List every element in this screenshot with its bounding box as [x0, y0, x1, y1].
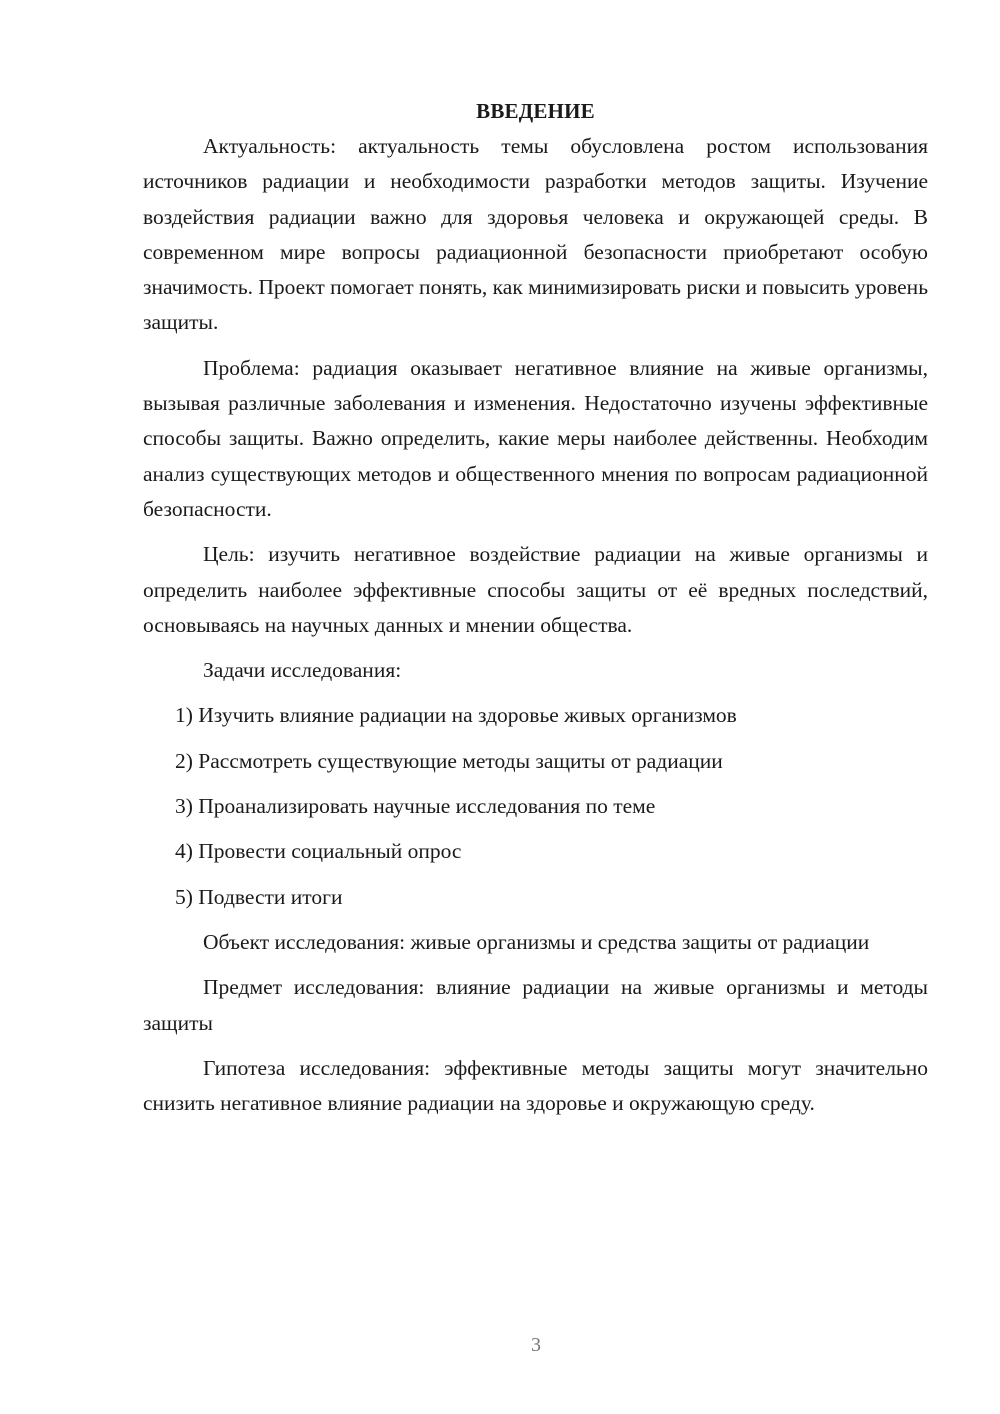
- list-item: 4) Провести социальный опрос: [175, 839, 462, 864]
- list-item: 2) Рассмотреть существующие методы защиты от радиации: [175, 748, 723, 773]
- hypothesis-paragraph: Гипотеза исследования: эффективные методы защиты могут значительно снизить негативное влияние радиации на здоровье и окружающую среду.: [143, 1055, 928, 1116]
- page-content: [143, 94, 928, 1131]
- object-paragraph: Объект исследования: живые организмы и средства защиты от радиации: [203, 929, 870, 954]
- tasks-heading: Задачи исследования:: [203, 658, 402, 683]
- tasks-list: [143, 698, 928, 914]
- subject-paragraph: Предмет исследования: влияние радиации на живые организмы и методы защиты: [143, 975, 928, 1035]
- list-item: 5) Подвести итоги: [175, 884, 343, 909]
- goal-paragraph: Цель: изучить негативное воздействие радиации на живые организмы и определить наиболее эффективные способы защиты от её вредных последствий, основываясь на научных данных и мнении общества.: [143, 542, 928, 637]
- page-title: ВВЕДЕНИЕ: [476, 99, 595, 123]
- problem-paragraph: Проблема: радиация оказывает негативное влияние на живые организмы, вызывая различные заболевания и изменения. Недостаточно изучены эффективные способы защиты. Важно определить, какие меры наиболее действенны. Необходим анализ существующих методов и общественного мнения по вопросам радиационной безопасности.: [143, 355, 928, 521]
- relevance-paragraph: Актуальность: актуальность темы обусловлена ростом использования источников радиации и необходимости разработки методов защиты. Изучение воздействия радиации важно для здоровья человека и окружающей среды. В современном мире вопросы радиационной безопасности приобретают особую значимость. Проект помогает понять, как минимизировать риски и повысить уровень защиты.: [143, 134, 928, 335]
- page-number: 3: [531, 1334, 541, 1356]
- list-item: 1) Изучить влияние радиации на здоровье живых организмов: [175, 703, 737, 728]
- list-item: 3) Проанализировать научные исследования по теме: [175, 794, 656, 819]
